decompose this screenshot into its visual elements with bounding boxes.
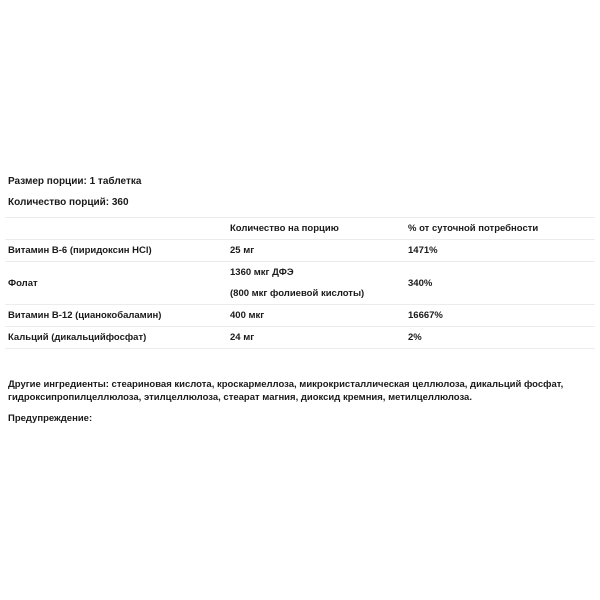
nutrient-amount-note: (800 мкг фолиевой кислоты): [230, 288, 365, 299]
table-row: [5, 240, 595, 262]
nutrient-name: Витамин B-12 (цианокобаламин): [5, 305, 227, 327]
nutrient-amount: 25 мг: [227, 240, 405, 262]
other-ingredients: Другие ингредиенты: стеариновая кислота, кроскармеллоза, микрокристаллическая целлюлоза, дикальций фосфат, гидроксипропилцеллюлоза, этилцеллюлоза, стеарат магния, диоксид кремния, метилцеллюлоза.: [8, 379, 564, 403]
nutrient-dv: 2%: [405, 327, 595, 349]
table-row: [5, 305, 595, 327]
nutrient-name: Витамин B-6 (пиридоксин HCl): [5, 240, 227, 262]
nutrient-name: Кальций (дикальцийфосфат): [5, 327, 227, 349]
header-cell-dv: % от суточной потребности: [405, 218, 595, 240]
table-row: [5, 327, 595, 349]
warning-label: Предупреждение:: [8, 413, 93, 424]
nutrient-dv: 1471%: [405, 240, 595, 262]
servings-count: Количество порций: 360: [8, 197, 129, 208]
nutrient-amount: 24 мг: [227, 327, 405, 349]
table-header-row: [5, 218, 595, 240]
supplement-facts-table: [5, 217, 595, 349]
nutrient-amount-cell: [227, 262, 405, 305]
nutrient-amount: 400 мкг: [227, 305, 405, 327]
nutrient-dv: 16667%: [405, 305, 595, 327]
nutrient-name: Фолат: [5, 262, 227, 305]
header-cell-name: [5, 218, 227, 240]
header-cell-amount: Количество на порцию: [227, 218, 405, 240]
nutrient-amount: 1360 мкг ДФЭ: [230, 267, 294, 278]
nutrient-dv: 340%: [405, 262, 595, 305]
table-row: [5, 262, 595, 305]
serving-size: Размер порции: 1 таблетка: [8, 176, 142, 187]
